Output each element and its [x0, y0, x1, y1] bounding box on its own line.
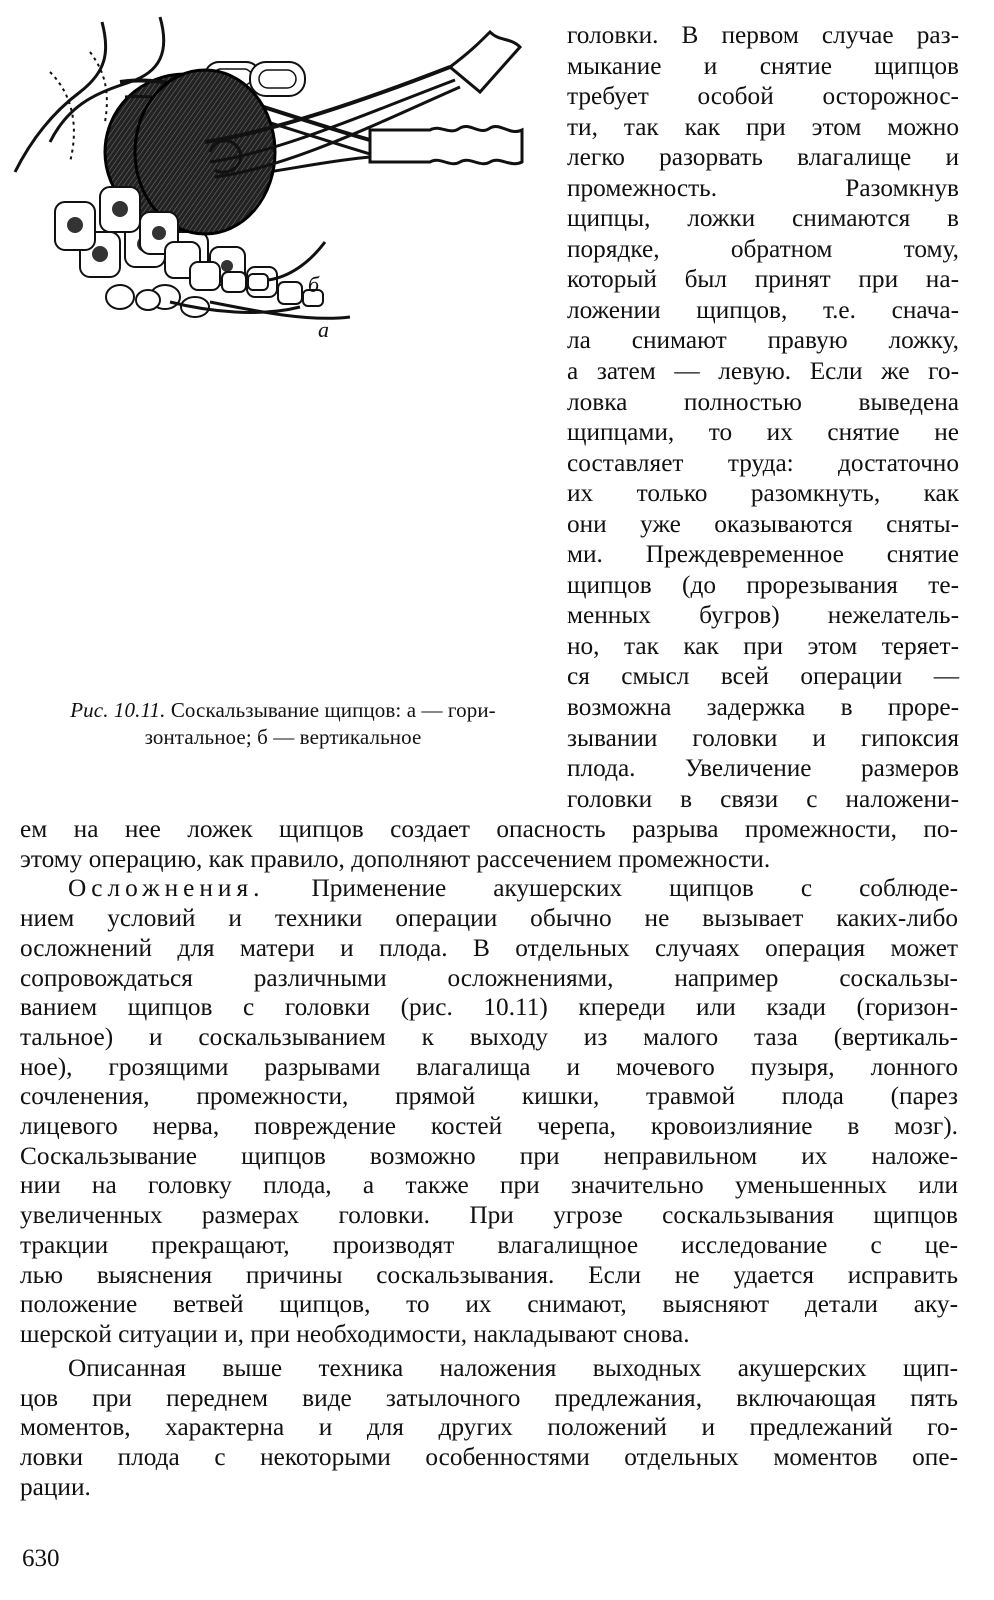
text-line: ла снимают правую ложку, [567, 326, 959, 355]
text-line: промежность. Разомкнув [567, 173, 959, 202]
text-line: который был принят при на- [567, 265, 959, 294]
figure-10-11 [10, 12, 540, 752]
text-line: тракции прекращают, производят влагалищное исследование с це- [20, 1230, 958, 1259]
text-line: сопровождаться различными осложнениями, например соскальзы- [20, 963, 958, 992]
figure-caption [18, 697, 548, 751]
text-line: легко разорвать влагалище и [567, 143, 959, 172]
text-line: составляет труда: достаточно [567, 448, 959, 477]
text-line: шерской ситуации и, при необходимости, накладывают снова. [20, 1319, 690, 1348]
text-line: зывании головки и гипоксия [567, 723, 959, 752]
text-line: ем на нее ложек щипцов создает опасность разрыва промежности, по- [20, 815, 958, 843]
text-line: они уже оказываются сняты- [567, 509, 959, 538]
complications-heading: Осложнения. [68, 874, 265, 903]
forceps-vertical-illustration [10, 12, 540, 342]
text-line: мыкание и снятие щипцов [567, 51, 959, 80]
text-line: нием условий и техники операции обычно не вызывает каких-либо [20, 904, 958, 933]
text-line: ловки плода с некоторыми особенностями отдельных моментов опе- [20, 1443, 958, 1472]
text-line: ми. Преждевременное снятие [567, 540, 959, 569]
caption-line-2: зонтальное; б — вертикальное [144, 725, 422, 749]
final-paragraph [20, 1354, 958, 1503]
text-line: щипцов (до прорезывания те- [567, 570, 959, 599]
main-text [20, 815, 958, 1350]
page-number: 630 [22, 1545, 60, 1572]
text-line: их только разомкнуть, как [567, 479, 959, 508]
complications-first-line [20, 874, 958, 904]
text-line: требует особой осторожнос- [567, 82, 959, 111]
text-line: цов при переднем виде затылочного предлежания, включающая пять [20, 1383, 958, 1412]
text-line: лицевого нерва, повреждение костей черепа, кровоизлияние в мозг). [20, 1112, 958, 1141]
caption-line-1: Соскальзывание щипцов: а — гори- [170, 698, 496, 722]
text-line: головки в связи с наложени- [567, 784, 959, 813]
text-line: тальное) и соскальзыванием к выходу из малого таза (вертикаль- [20, 1022, 958, 1051]
text-line: менных бугров) нежелатель- [567, 601, 959, 630]
text-line: лью выяснения причины соскальзывания. Если не удается исправить [20, 1260, 958, 1289]
text-line: Описанная выше техника наложения выходных акушерских щип- [68, 1354, 958, 1382]
text-fragment: Применение акушерских щипцов с соблюде- [311, 874, 958, 903]
text-line: щипцами, то их снятие не [567, 418, 959, 447]
text-line: рации. [20, 1472, 91, 1501]
caption-label: Рис. 10.11. [70, 698, 166, 722]
text-line: моментов, характерна и для других положений и предлежаний го- [20, 1413, 958, 1442]
text-line: этому операцию, как правило, дополняют рассечением промежности. [20, 844, 771, 873]
text-line: положение ветвей щипцов, то их снимают, выясняют детали аку- [20, 1290, 958, 1319]
text-line: щипцы, ложки снимаются в [567, 204, 959, 233]
text-line: нии на головку плода, а также при значительно уменьшенных или [20, 1171, 958, 1200]
text-line: но, так как при этом теряет- [567, 631, 959, 660]
text-line: осложнений для матери и плода. В отдельных случаях операция может [20, 933, 958, 962]
text-line: ное), грозящими разрывами влагалища и мочевого пузыря, лонного [20, 1052, 958, 1081]
text-line: увеличенных размерах головки. При угрозе соскальзывания щипцов [20, 1201, 958, 1230]
text-line: ванием щипцов с головки (рис. 10.11) кпереди или кзади (горизон- [20, 993, 958, 1022]
panel-a-label: а [318, 317, 329, 342]
text-line: сочленения, промежности, прямой кишки, травмой плода (парез [20, 1082, 958, 1111]
text-line: возможна задержка в проре- [567, 693, 959, 722]
text-line: плода. Увеличение размеров [567, 754, 959, 783]
text-line: ложении щипцов, т.е. снача- [567, 295, 959, 324]
panel-b-label: б [308, 272, 320, 297]
text-line: головки. В первом случае раз- [567, 21, 959, 49]
right-column-text [567, 20, 959, 814]
text-line: порядке, обратном тому, [567, 234, 959, 263]
text-line: ся смысл всей операции — [567, 662, 959, 691]
text-line: ловка полностью выведена [567, 387, 959, 416]
text-line: ти, так как при этом можно [567, 112, 959, 141]
text-line: а затем — левую. Если же го- [567, 357, 959, 386]
text-line: Соскальзывание щипцов возможно при неправильном их наложе- [20, 1141, 958, 1170]
